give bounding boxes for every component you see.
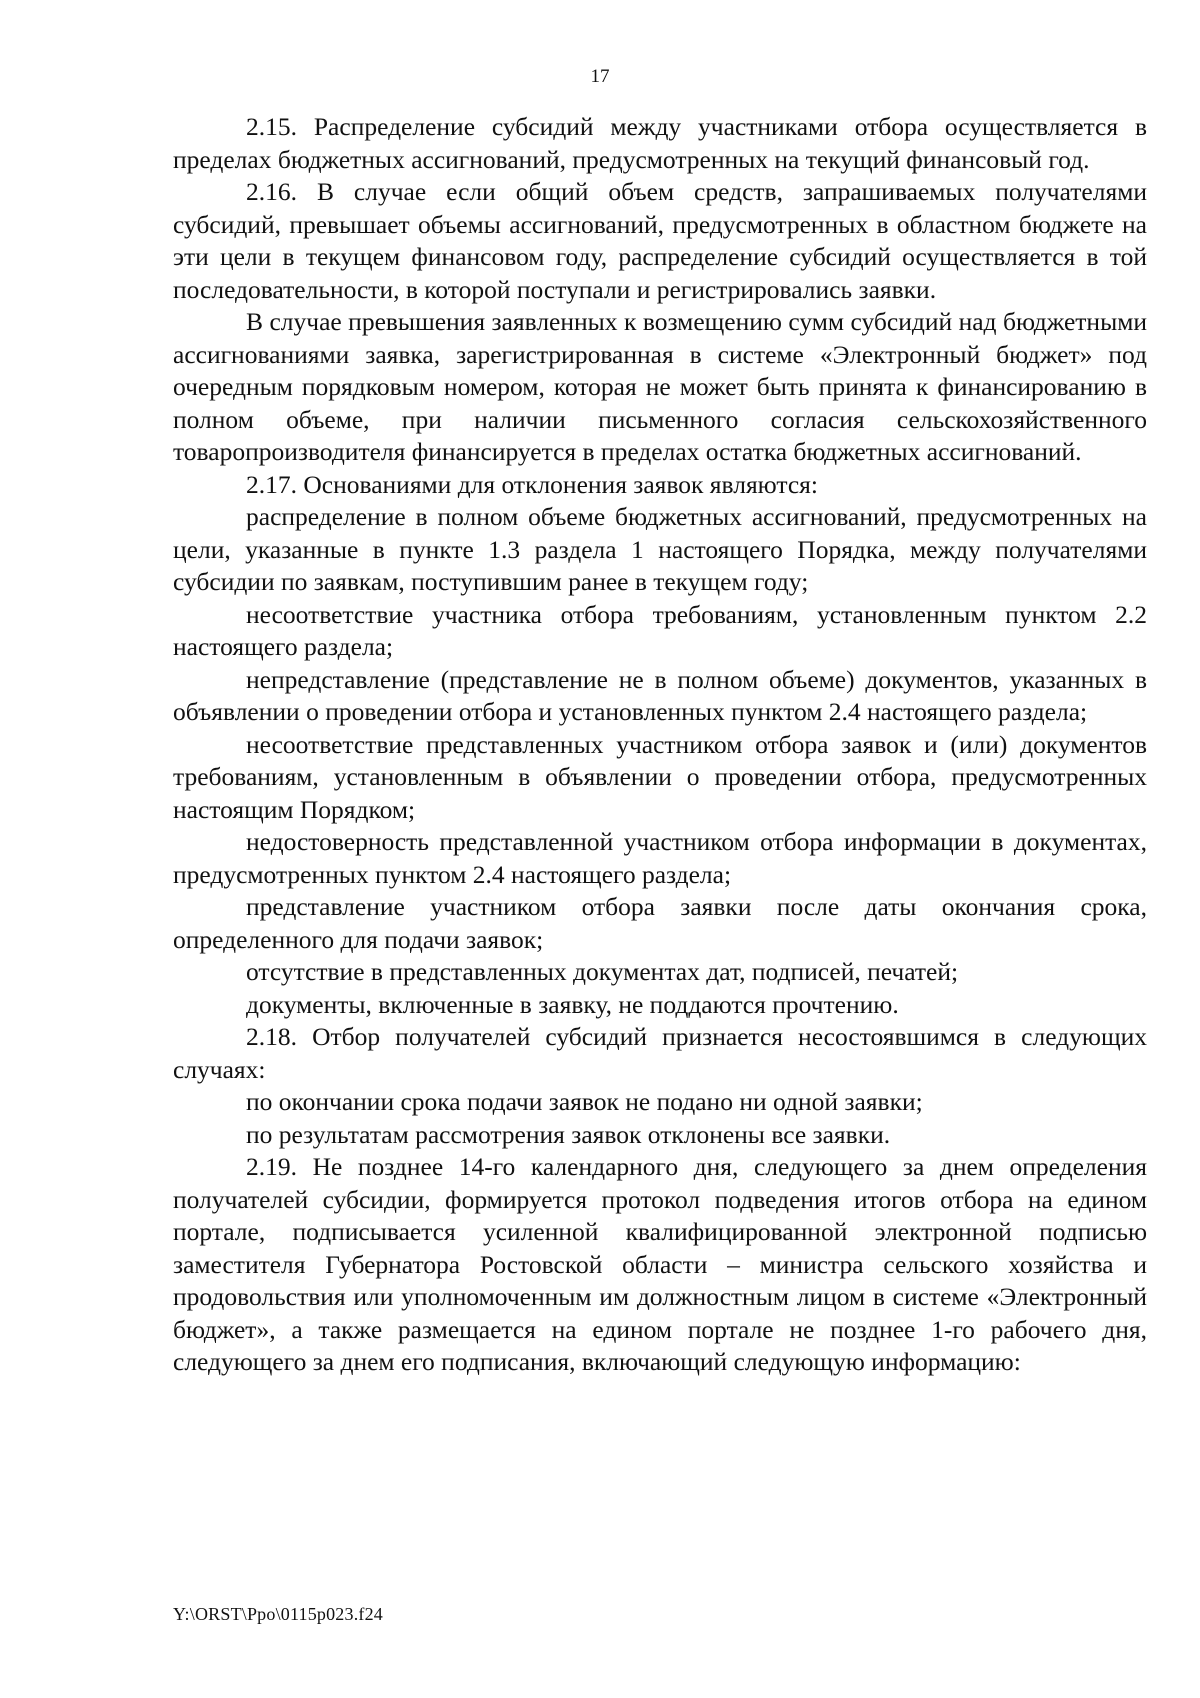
rejection-reason-late: представление участником отбора заявки после даты окончания срока, определенного для подачи заявок; [173,892,1147,954]
rejection-reason-mismatch: несоответствие представленных участником отбора заявок и (или) документов требованиям, установленным в объявлении о проведении отбора, предусмотренных настоящим Порядком; [173,729,1147,824]
paragraph-2-16: 2.16. В случае если общий объем средств, запрашиваемых получателями субсидий, превышает объемы ассигнований, предусмотренных в областном бюджете на эти цели в текущем финансовом году, распределение субсидий осуществляется в той последовательности, в которой поступали и регистрировались заявки. [173,177,1147,304]
file-path-footer: Y:\ORST\Ppo\0115p023.f24 [173,1604,383,1624]
paragraph-2-16-excess: В случае превышения заявленных к возмещению сумм субсидий над бюджетными ассигнованиями заявка, зарегистрированная в системе «Электронный бюджет» под очередным порядковым номером, которая не может быть принята к финансированию в полном объеме, при наличии письменного согласия сельскохозяйственного товаропроизводителя финансируется в пределах остатка бюджетных ассигнований. [173,307,1147,466]
rejection-reason-budget: распределение в полном объеме бюджетных ассигнований, предусмотренных на цели, указанные в пункте 1.3 раздела 1 настоящего Порядка, между получателями субсидии по заявкам, поступившим ранее в текущем году; [173,502,1147,596]
paragraph-2-17: 2.17. Основаниями для отклонения заявок являются: [246,469,818,499]
failed-case-no-applications: по окончании срока подачи заявок не подано ни одной заявки; [246,1087,923,1116]
paragraph-2-15: 2.15. Распределение субсидий между участниками отбора осуществляется в пределах бюджетных ассигнований, предусмотренных на текущий финансовый год. [173,112,1147,174]
page-number: 17 [590,66,610,87]
rejection-reason-documents: непредставление (представление не в полном объеме) документов, указанных в объявлении о проведении отбора и установленных пунктом 2.4 настоящего раздела; [173,664,1147,726]
failed-case-all-rejected: по результатам рассмотрения заявок отклонены все заявки. [246,1119,891,1149]
paragraph-2-18: 2.18. Отбор получателей субсидий признается несостоявшимся в следующих случаях: [173,1022,1147,1084]
document-body [173,111,1147,1379]
rejection-reason-unreadable: документы, включенные в заявку, не поддаются прочтению. [246,989,899,1019]
paragraph-2-19: 2.19. Не позднее 14-го календарного дня, следующего за днем определения получателей субсидии, формируется протокол подведения итогов отбора на едином портале, подписывается усиленной квалифицированной электронной подписью заместителя Губернатора Ростовской области – министра сельского хозяйства и продовольствия или уполномоченным им должностным лицом в системе «Электронный бюджет», а также размещается на едином портале не позднее 1-го рабочего дня, следующего за днем его подписания, включающий следующую информацию: [173,1152,1147,1376]
rejection-reason-requirements: несоответствие участника отбора требованиям, установленным пунктом 2.2 настоящего раздела; [173,599,1147,661]
rejection-reason-missing-signatures: отсутствие в представленных документах дат, подписей, печатей; [246,957,959,986]
rejection-reason-unreliable: недостоверность представленной участником отбора информации в документах, предусмотренных пунктом 2.4 настоящего раздела; [173,827,1147,889]
